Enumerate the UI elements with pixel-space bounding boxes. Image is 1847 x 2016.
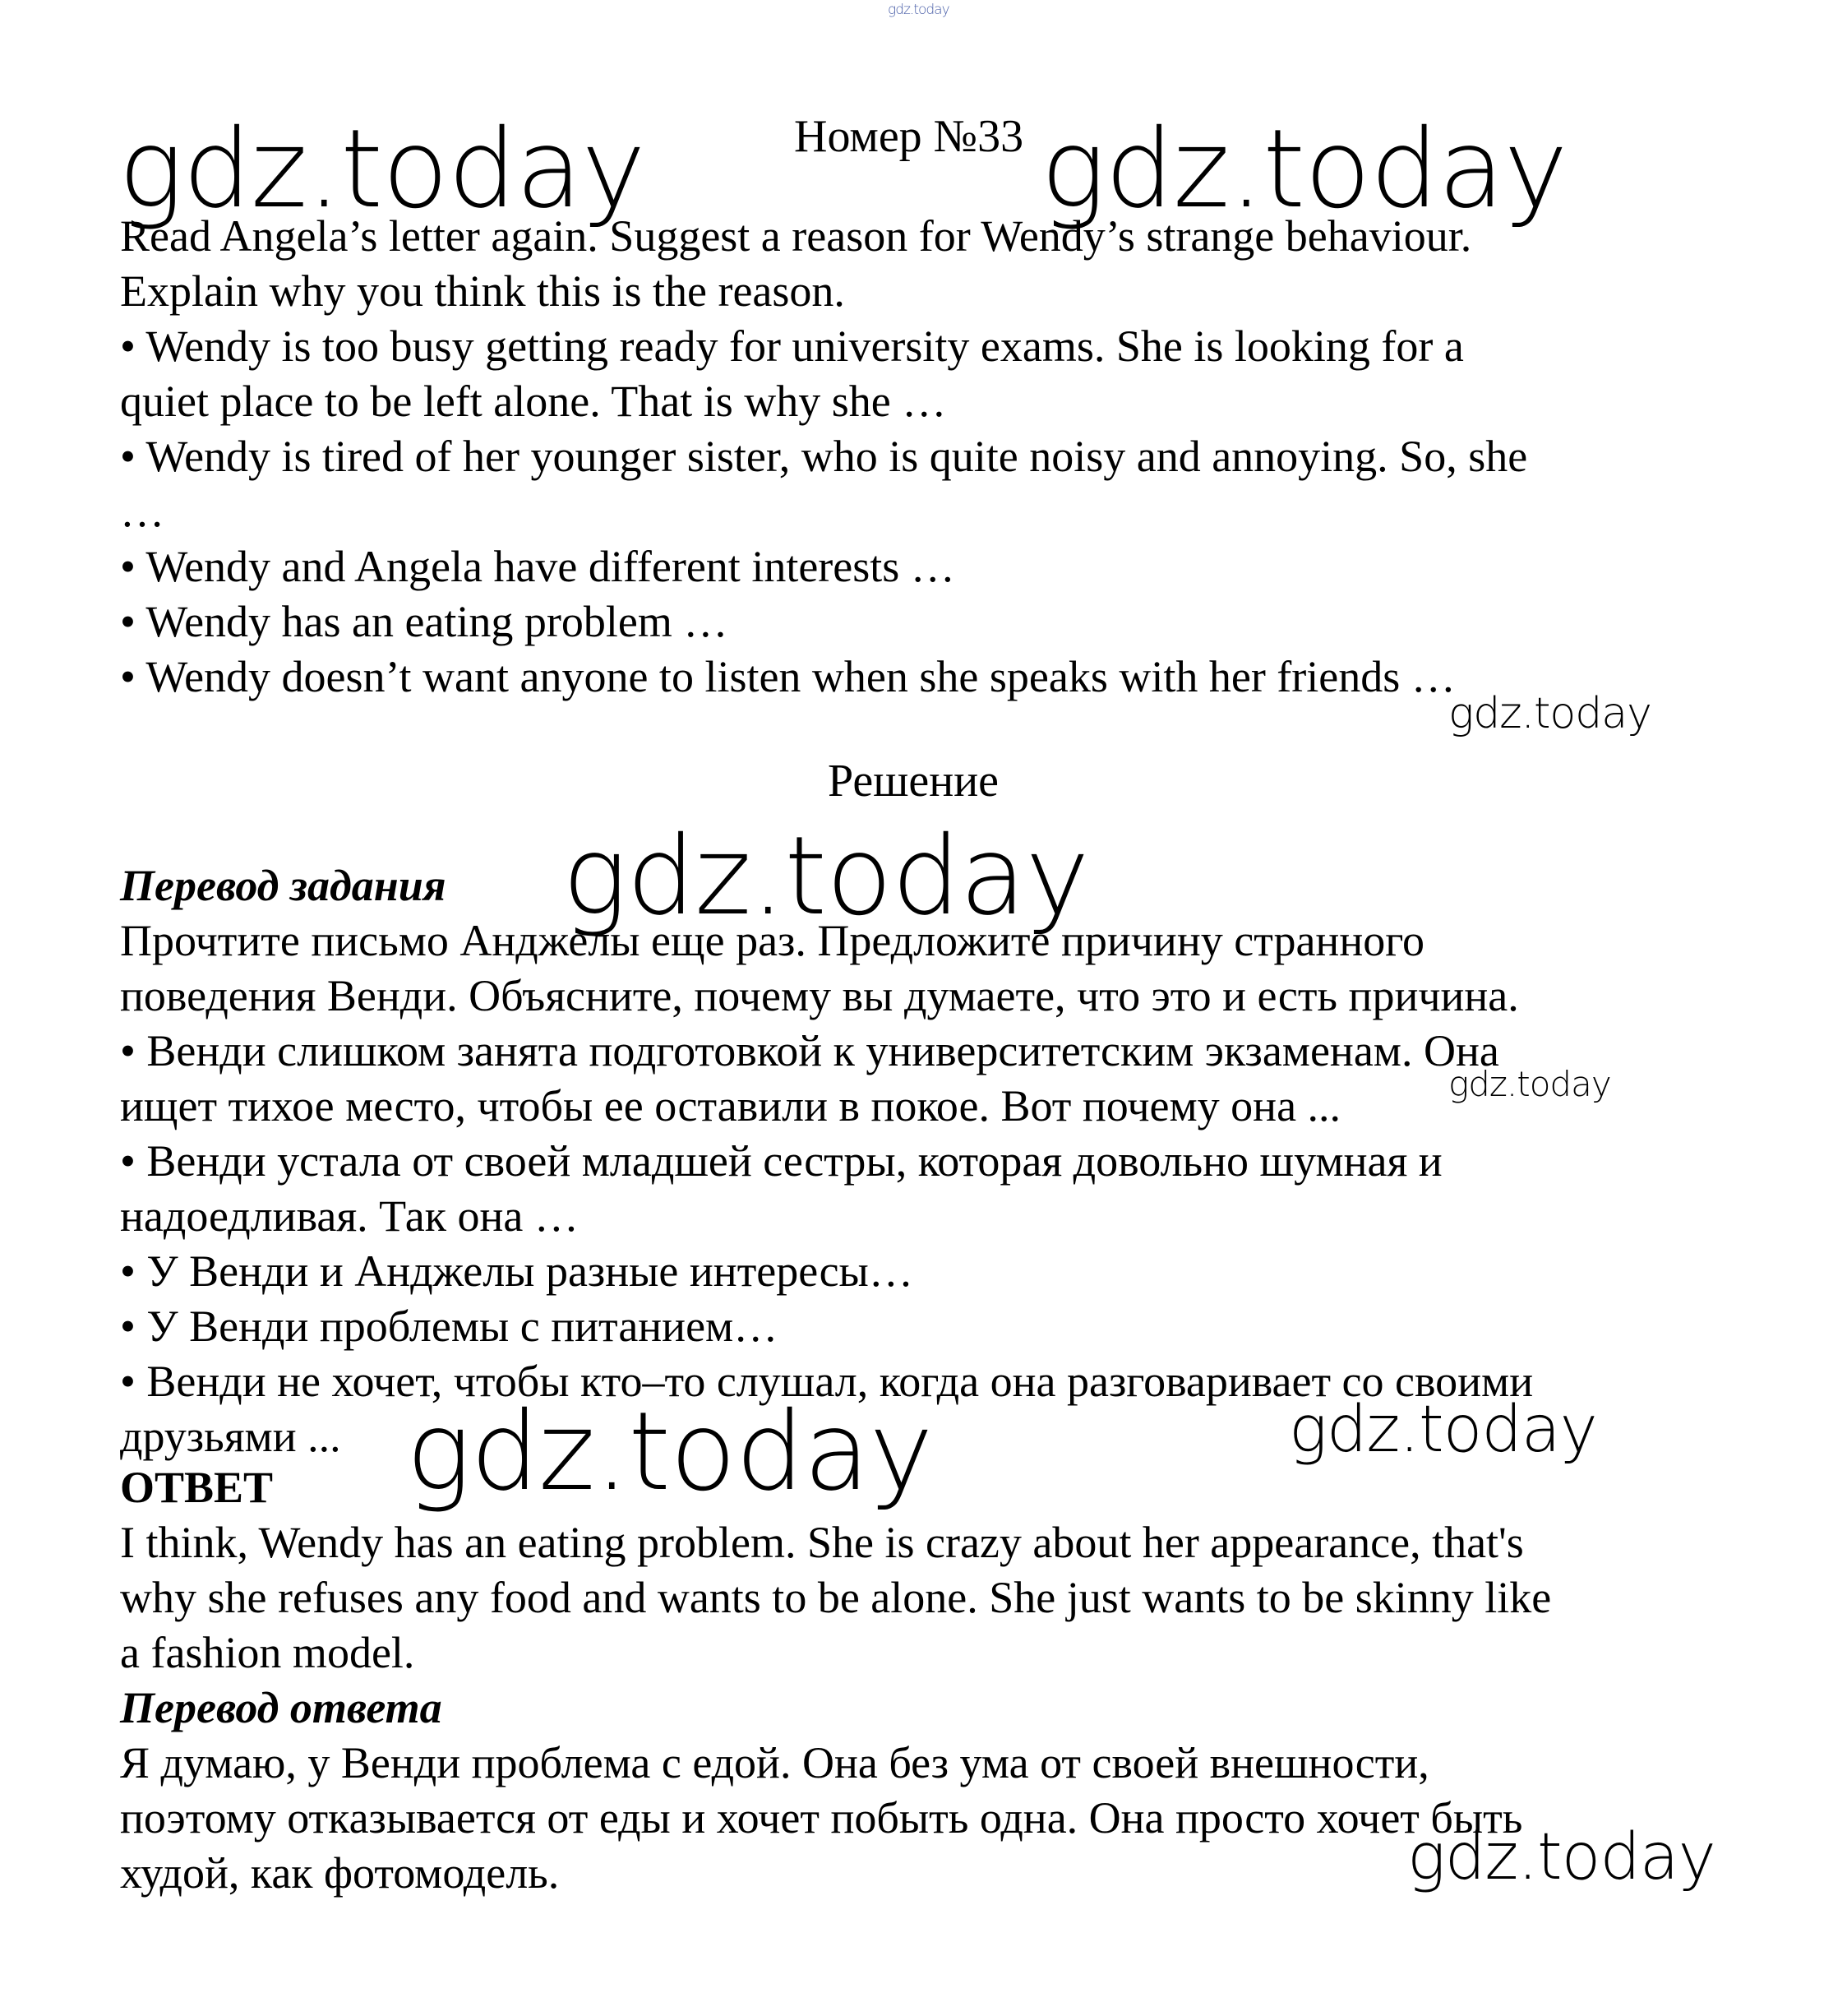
- translation-line: ищет тихое место, чтобы ее оставили в покое. Вот почему она ...: [120, 1081, 1341, 1131]
- watermark-header-left: gdz.today: [118, 106, 645, 233]
- watermark-header-right: gdz.today: [1041, 106, 1568, 233]
- answer-line: a fashion model.: [120, 1628, 415, 1677]
- task-line: • Wendy has an eating problem …: [120, 597, 728, 646]
- translation-heading: Перевод задания: [120, 861, 446, 910]
- task-line: • Wendy doesn’t want anyone to listen when she speaks with her friends …: [120, 652, 1456, 701]
- answer-line: I think, Wendy has an eating problem. She is crazy about her appearance, that's: [120, 1518, 1524, 1567]
- watermark-translation: gdz.today: [562, 813, 1089, 940]
- translation-line: • Венди не хочет, чтобы кто–то слушал, когда она разговаривает со своими: [120, 1357, 1534, 1406]
- task-line: Explain why you think this is the reason.: [120, 266, 845, 316]
- watermark-bottom: gdz.today: [1407, 1820, 1715, 1894]
- answer-line: why she refuses any food and wants to be alone. She just wants to be skinny like: [120, 1573, 1552, 1622]
- task-line: Read Angela’s letter again. Suggest a reason for Wendy’s strange behaviour.: [120, 211, 1472, 261]
- translation-line: надоедливая. Так она …: [120, 1191, 579, 1241]
- translation-line: • Венди слишком занята подготовкой к университетским экзаменам. Она: [120, 1026, 1499, 1075]
- task-line: quiet place to be left alone. That is why she …: [120, 377, 947, 426]
- translation-line: • У Венди и Анджелы разные интересы…: [120, 1246, 913, 1296]
- answer-translation-line: худой, как фотомодель.: [120, 1848, 560, 1898]
- answer-heading: ОТВЕТ: [120, 1463, 274, 1512]
- watermark-answer-left: gdz.today: [406, 1389, 933, 1515]
- translation-line: Прочтите письмо Анджелы еще раз. Предложите причину странного: [120, 916, 1425, 965]
- answer-translation-line: Я думаю, у Венди проблема с едой. Она без ума от своей внешности,: [120, 1738, 1429, 1787]
- watermark-top-small: gdz.today: [888, 2, 949, 18]
- task-line: …: [120, 487, 164, 536]
- translation-line: • У Венди проблемы с питанием…: [120, 1302, 778, 1351]
- translation-line: • Венди устала от своей младшей сестры, которая довольно шумная и: [120, 1136, 1443, 1186]
- answer-translation-heading: Перевод ответа: [120, 1683, 442, 1732]
- watermark-task: gdz.today: [1448, 689, 1651, 738]
- solution-heading: Решение: [828, 756, 1000, 807]
- answer-translation-line: поэтому отказывается от еды и хочет побыть одна. Она просто хочет быть: [120, 1793, 1523, 1843]
- watermark-answer-right: gdz.today: [1289, 1393, 1597, 1467]
- page-title: Номер №33: [794, 111, 1024, 162]
- task-line: • Wendy is too busy getting ready for university exams. She is looking for a: [120, 321, 1464, 371]
- translation-line: поведения Венди. Объясните, почему вы думаете, что это и есть причина.: [120, 971, 1519, 1020]
- task-line: • Wendy and Angela have different interests …: [120, 542, 955, 591]
- watermark-translation-small: gdz.today: [1448, 1064, 1611, 1104]
- translation-line: друзьями ...: [120, 1412, 341, 1461]
- task-line: • Wendy is tired of her younger sister, who is quite noisy and annoying. So, she: [120, 432, 1528, 481]
